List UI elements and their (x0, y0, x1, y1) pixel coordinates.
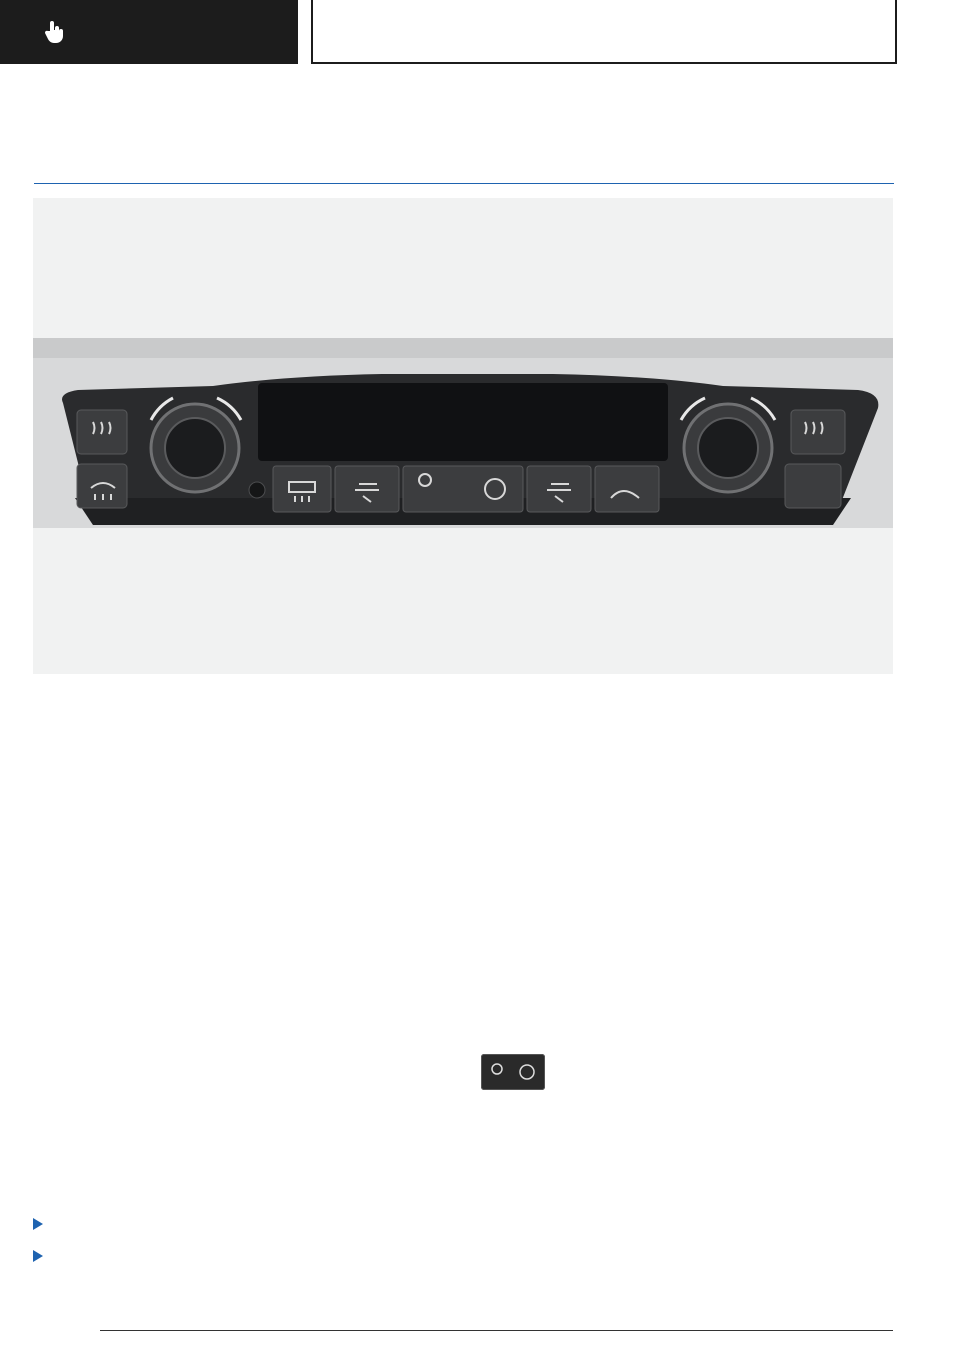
triangle-bullet-icon (33, 1250, 43, 1262)
bullet-item (33, 1248, 59, 1269)
triangle-bullet-icon (33, 1218, 43, 1230)
footer-divider (100, 1330, 893, 1331)
chapter-tab[interactable] (311, 0, 897, 64)
bullet-item (33, 1216, 59, 1237)
title-divider (34, 183, 894, 184)
climate-panel-figure (33, 198, 893, 674)
fan-off-button-image (481, 1054, 545, 1090)
section-tab[interactable] (0, 0, 298, 64)
hand-icon (42, 19, 68, 45)
